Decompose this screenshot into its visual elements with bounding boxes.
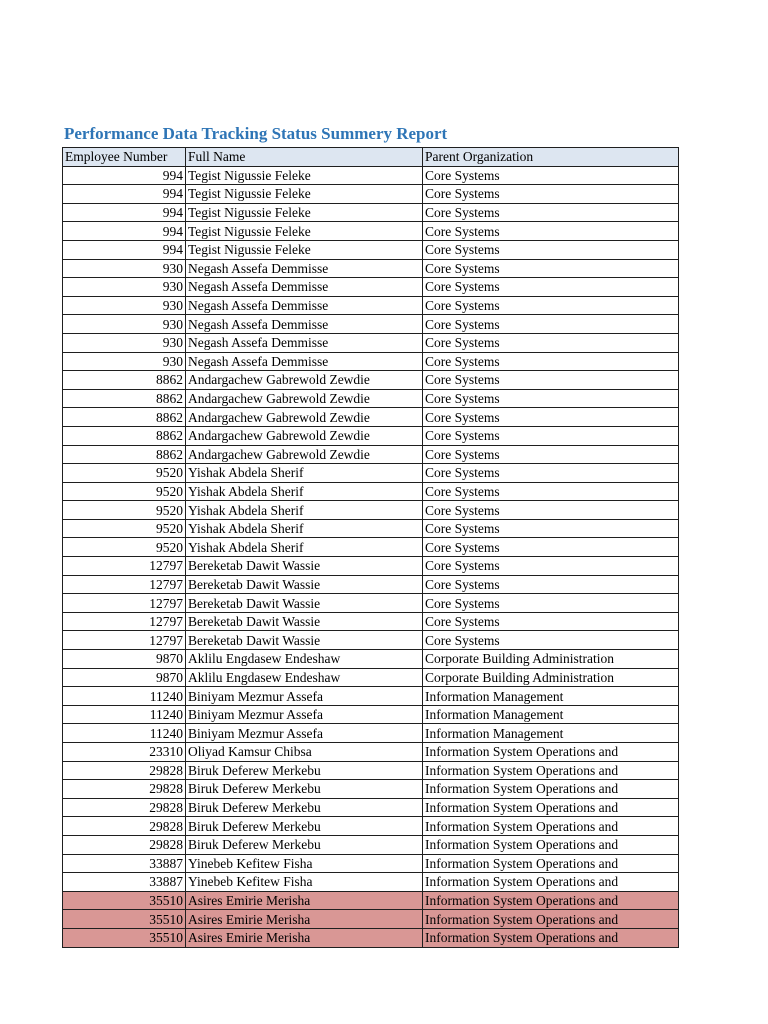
- cell-employee-number: 9520: [63, 501, 186, 520]
- table-row: [63, 891, 679, 910]
- cell-parent-organization: Core Systems: [423, 371, 679, 390]
- cell-employee-number: 12797: [63, 575, 186, 594]
- cell-full-name: Biniyam Mezmur Assefa: [186, 687, 423, 706]
- table-row: [63, 873, 679, 892]
- cell-employee-number: 994: [63, 203, 186, 222]
- cell-full-name: Andargachew Gabrewold Zewdie: [186, 426, 423, 445]
- cell-full-name: Tegist Nigussie Feleke: [186, 185, 423, 204]
- cell-employee-number: 35510: [63, 928, 186, 947]
- cell-employee-number: 29828: [63, 761, 186, 780]
- table-row: [63, 594, 679, 613]
- cell-parent-organization: Core Systems: [423, 445, 679, 464]
- table-row: [63, 296, 679, 315]
- table-row: [63, 798, 679, 817]
- table-row: [63, 501, 679, 520]
- cell-parent-organization: Information System Operations and: [423, 780, 679, 799]
- table-row: [63, 743, 679, 762]
- table-row: [63, 240, 679, 259]
- cell-parent-organization: Core Systems: [423, 278, 679, 297]
- cell-full-name: Biniyam Mezmur Assefa: [186, 724, 423, 743]
- cell-employee-number: 12797: [63, 594, 186, 613]
- cell-employee-number: 930: [63, 296, 186, 315]
- cell-employee-number: 12797: [63, 557, 186, 576]
- cell-full-name: Asires Emirie Merisha: [186, 910, 423, 929]
- cell-full-name: Oliyad Kamsur Chibsa: [186, 743, 423, 762]
- cell-parent-organization: Core Systems: [423, 352, 679, 371]
- cell-full-name: Bereketab Dawit Wassie: [186, 631, 423, 650]
- cell-parent-organization: Information System Operations and: [423, 891, 679, 910]
- cell-full-name: Aklilu Engdasew Endeshaw: [186, 650, 423, 669]
- cell-parent-organization: Core Systems: [423, 222, 679, 241]
- cell-employee-number: 11240: [63, 705, 186, 724]
- header-employee-number: Employee Number: [63, 148, 186, 167]
- table-row: [63, 352, 679, 371]
- table-row: [63, 278, 679, 297]
- cell-full-name: Biniyam Mezmur Assefa: [186, 705, 423, 724]
- table-row: [63, 333, 679, 352]
- cell-parent-organization: Information Management: [423, 724, 679, 743]
- table-row: [63, 185, 679, 204]
- cell-full-name: Bereketab Dawit Wassie: [186, 594, 423, 613]
- table-row: [63, 464, 679, 483]
- cell-full-name: Biruk Deferew Merkebu: [186, 817, 423, 836]
- table-header: [63, 148, 679, 167]
- cell-parent-organization: Core Systems: [423, 631, 679, 650]
- cell-parent-organization: Core Systems: [423, 389, 679, 408]
- cell-full-name: Andargachew Gabrewold Zewdie: [186, 389, 423, 408]
- cell-employee-number: 930: [63, 259, 186, 278]
- cell-parent-organization: Core Systems: [423, 501, 679, 520]
- cell-parent-organization: Information Management: [423, 705, 679, 724]
- cell-employee-number: 33887: [63, 873, 186, 892]
- table-row: [63, 426, 679, 445]
- cell-employee-number: 29828: [63, 780, 186, 799]
- cell-full-name: Yishak Abdela Sherif: [186, 538, 423, 557]
- cell-parent-organization: Core Systems: [423, 464, 679, 483]
- cell-employee-number: 9520: [63, 482, 186, 501]
- cell-full-name: Bereketab Dawit Wassie: [186, 557, 423, 576]
- cell-employee-number: 994: [63, 222, 186, 241]
- cell-employee-number: 29828: [63, 817, 186, 836]
- cell-full-name: Biruk Deferew Merkebu: [186, 761, 423, 780]
- header-row: [63, 148, 679, 167]
- header-full-name: Full Name: [186, 148, 423, 167]
- table-row: [63, 928, 679, 947]
- cell-employee-number: 35510: [63, 891, 186, 910]
- table-row: [63, 612, 679, 631]
- cell-full-name: Yishak Abdela Sherif: [186, 464, 423, 483]
- cell-parent-organization: Corporate Building Administration: [423, 668, 679, 687]
- cell-parent-organization: Information System Operations and: [423, 854, 679, 873]
- cell-employee-number: 8862: [63, 371, 186, 390]
- cell-parent-organization: Core Systems: [423, 333, 679, 352]
- cell-full-name: Andargachew Gabrewold Zewdie: [186, 445, 423, 464]
- cell-employee-number: 11240: [63, 724, 186, 743]
- cell-employee-number: 9870: [63, 650, 186, 669]
- cell-employee-number: 8862: [63, 408, 186, 427]
- cell-parent-organization: Core Systems: [423, 259, 679, 278]
- cell-parent-organization: Core Systems: [423, 594, 679, 613]
- cell-parent-organization: Core Systems: [423, 482, 679, 501]
- cell-parent-organization: Information System Operations and: [423, 761, 679, 780]
- cell-parent-organization: Information System Operations and: [423, 873, 679, 892]
- cell-employee-number: 994: [63, 185, 186, 204]
- table-row: [63, 259, 679, 278]
- cell-full-name: Negash Assefa Demmisse: [186, 278, 423, 297]
- table-row: [63, 631, 679, 650]
- cell-full-name: Negash Assefa Demmisse: [186, 352, 423, 371]
- table-row: [63, 222, 679, 241]
- table-row: [63, 315, 679, 334]
- table-row: [63, 705, 679, 724]
- cell-parent-organization: Information System Operations and: [423, 928, 679, 947]
- cell-employee-number: 29828: [63, 835, 186, 854]
- table-row: [63, 203, 679, 222]
- table-row: [63, 650, 679, 669]
- cell-parent-organization: Information System Operations and: [423, 835, 679, 854]
- cell-parent-organization: Core Systems: [423, 519, 679, 538]
- table-row: [63, 371, 679, 390]
- cell-full-name: Bereketab Dawit Wassie: [186, 575, 423, 594]
- table-row: [63, 724, 679, 743]
- cell-parent-organization: Corporate Building Administration: [423, 650, 679, 669]
- table-row: [63, 668, 679, 687]
- cell-full-name: Bereketab Dawit Wassie: [186, 612, 423, 631]
- table-row: [63, 854, 679, 873]
- report-title: Performance Data Tracking Status Summery Report: [64, 124, 448, 143]
- cell-full-name: Yishak Abdela Sherif: [186, 482, 423, 501]
- cell-parent-organization: Core Systems: [423, 557, 679, 576]
- cell-full-name: Tegist Nigussie Feleke: [186, 203, 423, 222]
- cell-full-name: Asires Emirie Merisha: [186, 891, 423, 910]
- cell-full-name: Aklilu Engdasew Endeshaw: [186, 668, 423, 687]
- table-row: [63, 817, 679, 836]
- cell-parent-organization: Core Systems: [423, 538, 679, 557]
- cell-full-name: Biruk Deferew Merkebu: [186, 798, 423, 817]
- report-table: [62, 147, 679, 948]
- cell-full-name: Yishak Abdela Sherif: [186, 501, 423, 520]
- table-row: [63, 445, 679, 464]
- cell-employee-number: 930: [63, 315, 186, 334]
- cell-employee-number: 12797: [63, 631, 186, 650]
- cell-parent-organization: Information System Operations and: [423, 817, 679, 836]
- cell-full-name: Yinebeb Kefitew Fisha: [186, 854, 423, 873]
- cell-full-name: Biruk Deferew Merkebu: [186, 780, 423, 799]
- cell-full-name: Yinebeb Kefitew Fisha: [186, 873, 423, 892]
- cell-parent-organization: Core Systems: [423, 408, 679, 427]
- cell-parent-organization: Core Systems: [423, 575, 679, 594]
- cell-employee-number: 994: [63, 240, 186, 259]
- table-row: [63, 687, 679, 706]
- cell-full-name: Yishak Abdela Sherif: [186, 519, 423, 538]
- table-row: [63, 482, 679, 501]
- cell-parent-organization: Core Systems: [423, 185, 679, 204]
- cell-parent-organization: Information System Operations and: [423, 798, 679, 817]
- cell-full-name: Biruk Deferew Merkebu: [186, 835, 423, 854]
- cell-parent-organization: Information System Operations and: [423, 743, 679, 762]
- cell-full-name: Andargachew Gabrewold Zewdie: [186, 371, 423, 390]
- table-row: [63, 538, 679, 557]
- cell-parent-organization: Core Systems: [423, 426, 679, 445]
- table-row: [63, 910, 679, 929]
- cell-employee-number: 930: [63, 278, 186, 297]
- cell-employee-number: 9520: [63, 538, 186, 557]
- cell-employee-number: 23310: [63, 743, 186, 762]
- cell-full-name: Asires Emirie Merisha: [186, 928, 423, 947]
- cell-employee-number: 930: [63, 352, 186, 371]
- cell-parent-organization: Core Systems: [423, 240, 679, 259]
- header-parent-organization: Parent Organization: [423, 148, 679, 167]
- cell-parent-organization: Information Management: [423, 687, 679, 706]
- table-row: [63, 780, 679, 799]
- cell-parent-organization: Core Systems: [423, 166, 679, 185]
- table-row: [63, 519, 679, 538]
- cell-parent-organization: Core Systems: [423, 203, 679, 222]
- cell-employee-number: 9520: [63, 519, 186, 538]
- table-row: [63, 389, 679, 408]
- cell-employee-number: 11240: [63, 687, 186, 706]
- cell-full-name: Andargachew Gabrewold Zewdie: [186, 408, 423, 427]
- cell-parent-organization: Core Systems: [423, 296, 679, 315]
- cell-full-name: Negash Assefa Demmisse: [186, 315, 423, 334]
- cell-employee-number: 8862: [63, 445, 186, 464]
- table-row: [63, 557, 679, 576]
- cell-full-name: Negash Assefa Demmisse: [186, 333, 423, 352]
- cell-full-name: Tegist Nigussie Feleke: [186, 222, 423, 241]
- cell-parent-organization: Core Systems: [423, 315, 679, 334]
- cell-full-name: Negash Assefa Demmisse: [186, 296, 423, 315]
- cell-employee-number: 12797: [63, 612, 186, 631]
- cell-employee-number: 29828: [63, 798, 186, 817]
- table-row: [63, 835, 679, 854]
- table-row: [63, 166, 679, 185]
- cell-employee-number: 35510: [63, 910, 186, 929]
- cell-parent-organization: Core Systems: [423, 612, 679, 631]
- cell-employee-number: 9520: [63, 464, 186, 483]
- cell-employee-number: 33887: [63, 854, 186, 873]
- cell-employee-number: 9870: [63, 668, 186, 687]
- cell-full-name: Tegist Nigussie Feleke: [186, 166, 423, 185]
- cell-employee-number: 8862: [63, 389, 186, 408]
- cell-parent-organization: Information System Operations and: [423, 910, 679, 929]
- table-body: [63, 166, 679, 947]
- cell-employee-number: 994: [63, 166, 186, 185]
- table-row: [63, 408, 679, 427]
- cell-employee-number: 8862: [63, 426, 186, 445]
- table-row: [63, 575, 679, 594]
- cell-employee-number: 930: [63, 333, 186, 352]
- table-row: [63, 761, 679, 780]
- cell-full-name: Negash Assefa Demmisse: [186, 259, 423, 278]
- cell-full-name: Tegist Nigussie Feleke: [186, 240, 423, 259]
